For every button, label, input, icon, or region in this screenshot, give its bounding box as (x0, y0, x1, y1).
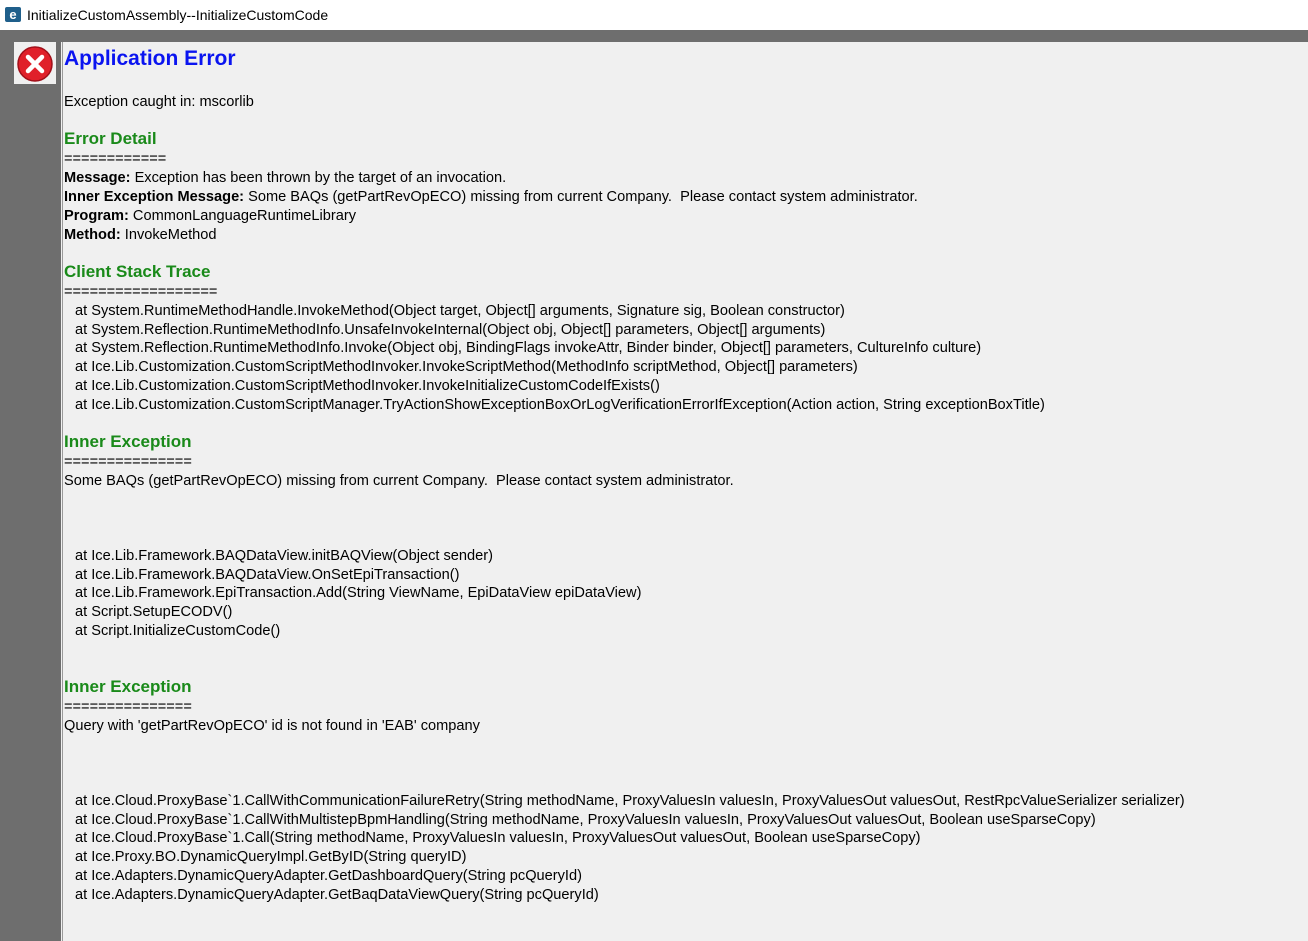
message-line (64, 169, 506, 187)
stack-line: at Ice.Adapters.DynamicQueryAdapter.GetDashboardQuery(String pcQueryId) (75, 868, 582, 884)
stack-line: at Ice.Lib.Customization.CustomScriptMethodInvoker.InvokeInitializeCustomCodeIfExists() (75, 378, 660, 394)
program-label: Program: (64, 208, 129, 224)
message-label: Message: (64, 170, 131, 186)
stack-line: at Ice.Proxy.BO.DynamicQueryImpl.GetByID(String queryID) (75, 849, 467, 865)
error-detail-heading: Error Detail (64, 129, 157, 148)
rule: ================== (64, 284, 218, 300)
title-bar (0, 0, 1308, 30)
method-line (64, 226, 216, 244)
inner-message-label: Inner Exception Message: (64, 189, 245, 205)
rule: =============== (64, 454, 192, 470)
top-strip (0, 30, 1308, 42)
caught-in-text: Exception caught in: mscorlib (64, 94, 254, 110)
stack-line: at Ice.Cloud.ProxyBase`1.CallWithCommunicationFailureRetry(String methodName, ProxyValuesIn valuesIn, ProxyValuesOut valuesOut, RestRpcValueSerializer serializer) (75, 793, 1185, 809)
stack-line: at Ice.Lib.Customization.CustomScriptMethodInvoker.InvokeScriptMethod(MethodInfo scriptMethod, Object[] parameters) (75, 359, 858, 375)
stack-line: at Script.InitializeCustomCode() (75, 623, 281, 639)
stack-line: at Ice.Lib.Framework.BAQDataView.OnSetEpiTransaction() (75, 567, 460, 583)
stack-line: at Script.SetupECODV() (75, 604, 233, 620)
stack-line: at System.Reflection.RuntimeMethodInfo.UnsafeInvokeInternal(Object obj, Object[] parameters, Object[] arguments) (75, 322, 826, 338)
stack-line: at Ice.Adapters.DynamicQueryAdapter.GetBaqDataViewQuery(String pcQueryId) (75, 887, 599, 903)
stack-line: at System.RuntimeMethodHandle.InvokeMethod(Object target, Object[] arguments, Signature sig, Boolean constructor) (75, 303, 845, 319)
inner-exception-heading: Inner Exception (64, 432, 192, 451)
error-icon (15, 44, 55, 84)
method-value: InvokeMethod (120, 227, 217, 243)
client-stack-heading: Client Stack Trace (64, 262, 211, 281)
inner-exception-message: Query with 'getPartRevOpECO' id is not found in 'EAB' company (64, 718, 480, 734)
rule: ============ (64, 151, 167, 167)
app-icon: e (5, 7, 21, 22)
inner-exception-heading: Inner Exception (64, 677, 192, 696)
left-gutter (0, 42, 61, 941)
message-value: Exception has been thrown by the target of an invocation. (130, 170, 507, 186)
stack-line: at Ice.Cloud.ProxyBase`1.CallWithMultistepBpmHandling(String methodName, ProxyValuesIn valuesIn, ProxyValuesOut valuesOut, Boolean useSparseCopy) (75, 812, 1096, 828)
stack-line: at Ice.Lib.Framework.EpiTransaction.Add(String ViewName, EpiDataView epiDataView) (75, 585, 642, 601)
page-title: Application Error (64, 47, 236, 70)
rule: =============== (64, 699, 192, 715)
program-line (64, 207, 356, 225)
method-label: Method: (64, 227, 121, 243)
inner-message-value: Some BAQs (getPartRevOpECO) missing from current Company. Please contact system administrator. (244, 189, 918, 205)
stack-line: at Ice.Lib.Customization.CustomScriptManager.TryActionShowExceptionBoxOrLogVerificationErrorIfException(Action action, String exceptionBoxTitle) (75, 397, 1045, 413)
window-title: InitializeCustomAssembly--InitializeCustomCode (27, 7, 329, 23)
inner-message-line (64, 188, 918, 206)
inner-exception-message: Some BAQs (getPartRevOpECO) missing from current Company. Please contact system administrator. (64, 473, 734, 489)
stack-line: at Ice.Cloud.ProxyBase`1.Call(String methodName, ProxyValuesIn valuesIn, ProxyValuesOut valuesOut, Boolean useSparseCopy) (75, 830, 921, 846)
stack-line: at System.Reflection.RuntimeMethodInfo.Invoke(Object obj, BindingFlags invokeAttr, Binder binder, Object[] parameters, CultureInfo culture) (75, 340, 982, 356)
program-value: CommonLanguageRuntimeLibrary (128, 208, 357, 224)
stack-line: at Ice.Lib.Framework.BAQDataView.initBAQView(Object sender) (75, 548, 493, 564)
